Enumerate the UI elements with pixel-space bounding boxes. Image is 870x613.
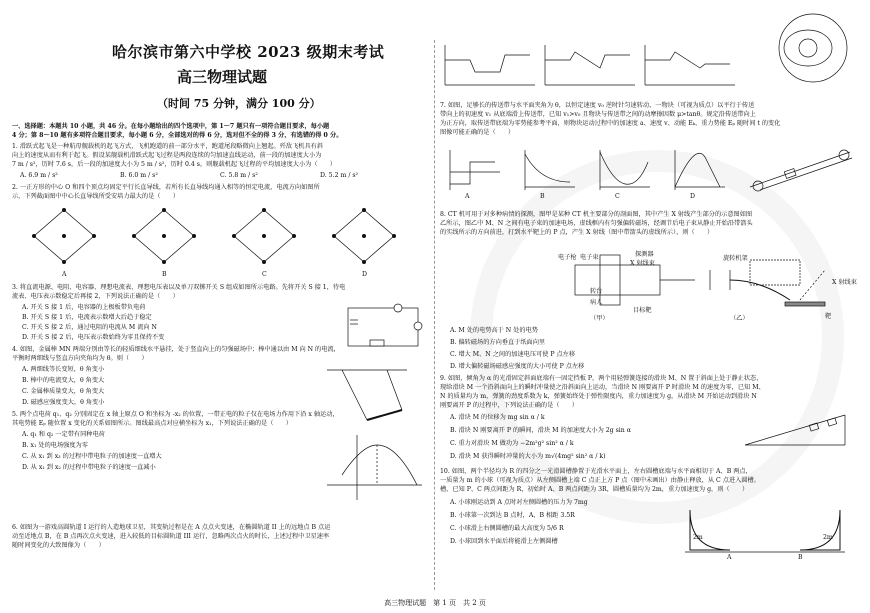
q10-option-c: C. 小球滑上右侧圆槽的最大高度为 5/6 R: [450, 525, 564, 532]
q3-circuit: [340, 300, 428, 352]
q3-option-b: B. 开关 S 接 1 后，电流表示数增大后趋于稳定: [22, 314, 152, 321]
q7-label-d: D: [690, 193, 695, 200]
q8-label-gantry: 旋转机架: [723, 255, 748, 262]
q8-option-c: C. 增大 M、N 之间的加速电压可使 P 点左移: [450, 351, 576, 358]
q9-line: 刚要离开 P 的过程中，下列说法正确的是（ ）: [440, 402, 579, 409]
right-column: [440, 0, 862, 595]
q10-point-a: A: [727, 554, 732, 561]
q8-line: 的实线所示的方向前进，打到水平靶上的 P 点，产生 X 射线（图中带箭头的虚线所示），则（ ）: [440, 229, 714, 236]
q5-line: 其电势能 Eₚ 随位置 x 变化的关系如图所示。图线最高点对应横坐标为 x₁，下列说法正确的是（ ）: [12, 420, 292, 427]
q10-line: 一质量为 m 的小球（可视为质点）从左侧圆槽上端 C 点正上方 P 点（图中未画出）由静止释放，从 C 点进入圆槽。: [440, 477, 760, 484]
q10-line: 10. 如图，两个半径均为 R 的四分之一光滑圆槽静置于光滑水平面上，左右圆槽底端与水平面相切于 A、B 两点，: [440, 468, 752, 475]
q7-answer-graphs: [440, 142, 860, 197]
q2-label-d: D: [362, 271, 367, 278]
q9-line: 9. 如图，倾角为 α 的光滑固定斜面底端有一固定挡板 P，两个用轻弹簧连接的滑块 M、N 置于斜面上处于静止状态，: [440, 375, 763, 382]
q7-line: 7. 如图，足够长的传送带与水平面夹角为 θ，以恒定速度 v₀ 逆时针匀速转动，一物块（可视为质点）以平行于传送: [440, 102, 755, 109]
q8-ct-figure: [560, 240, 860, 320]
q4-option-c: C. 金属棒质量变大，θ 角变大: [22, 388, 105, 395]
q10-point-b: B: [798, 554, 803, 561]
q3-line: 流表、电压表示数稳定后再接 2，下列说法正确的是（ ）: [12, 293, 179, 300]
q1-option-c: C. 5.8 m / s²: [220, 172, 258, 179]
q10-option-d: D. 小球回到水平面后将能滑上左侧圆槽: [450, 538, 558, 545]
q1-option-a: A. 6.9 m / s²: [20, 172, 58, 179]
subject-title: 高三物理试题: [177, 68, 268, 86]
q9-option-d: D. 滑块 M 获得瞬时冲量的大小为 m√(4mg² sin² α / k): [450, 453, 606, 460]
q10-mass-left: 2m: [693, 534, 703, 541]
q6-line: 随时间变化的大致图像为（ ）: [12, 542, 105, 549]
left-column: [12, 0, 430, 595]
q10-mass-right: 2m: [823, 534, 833, 541]
q9-line: N 的质量均为 m，弹簧的劲度系数为 k，弹簧始终处于弹性限度内，重力加速度为 g，从滑块 M 开始运动到滑块 N: [440, 393, 757, 400]
q5-option-d: D. 从 x₁ 到 x₂ 的过程中带电粒子的速度一直减小: [22, 464, 156, 471]
q2-label-a: A: [62, 271, 67, 278]
q3-option-a: A. 开关 S 接 1 后，电容器的上极板带负电荷: [22, 304, 146, 311]
q6-line: 6. 如图为一游戏高圆轨道 I 运行的人造地球卫星，其变轨过程是在 A 点点火变速，在椭圆轨道 II 上的远地点 B 点运: [12, 524, 331, 531]
q2-figures: [12, 202, 430, 274]
page-footer: 高三物理试题 第 1 页 共 2 页: [384, 599, 486, 607]
q8-label-fig-jia: （甲）: [590, 315, 609, 322]
school-title: 哈尔滨市第六中学校 2023 级期末考试: [112, 43, 385, 61]
q5-option-c: C. 从 x₁ 到 x₃ 的过程中带电粒子的加速度一直增大: [22, 453, 162, 460]
q9-line: 现给滑块 M 一个沿斜面向上的瞬时冲量使之沿斜面向上运动，当滑块 N 刚要离开 P 时滑块 M 的速度为零，已知 M、: [440, 384, 765, 391]
q6-answer-graphs: [440, 40, 740, 95]
q9-option-a: A. 滑块 M 的位移为 mg sin α / k: [450, 414, 545, 421]
q3-line: 3. 将直流电源、电阻、电容器、理想电流表、理想电压表以及单刀双掷开关 S 组成如图所示电路。先将开关 S 接 1，待电: [12, 284, 346, 291]
q8-label-xray-2: X 射线束: [832, 279, 857, 286]
q4-figure: [322, 365, 422, 435]
q1-line: 1. 滑跃式起飞是一种航母舰载机的起飞方式，飞机跑道的前一部分水平，跑道尾段略微向上翘起。歼敌飞机具有斜: [12, 143, 324, 150]
q9-incline-figure: [740, 410, 850, 450]
q8-label-target: 靶: [825, 313, 832, 320]
q2-label-c: C: [262, 271, 267, 278]
q8-label-turntable: 转台: [590, 288, 603, 295]
q10-line: 槽，已知 P、C 两点间距为 R，初始时 A、B 两点间距为 3R，圆槽质量均为 2m，重力加速度为 g，则（ ）: [440, 486, 749, 493]
section-heading: 一、选择题：本题共 10 小题，共 46 分。在每小题给出的四个选项中，第 1～7 题只有一项符合题目要求，每小题: [12, 123, 330, 130]
q7-label-a: A: [465, 193, 470, 200]
q8-label-target-ring: 目标靶: [633, 307, 652, 314]
q8-label-detector: 探测器: [635, 251, 654, 258]
q5-option-b: B. x₁ 处的电场强度为零: [22, 442, 88, 449]
q4-line: 平衡时两细线与竖直方向夹角均为 θ。则（ ）: [12, 355, 148, 362]
q8-label-beam: 电子束: [580, 254, 599, 261]
q6-orbit-figure: [768, 8, 858, 88]
column-divider: [434, 40, 435, 590]
q10-option-a: A. 小球刚运动到 A 点时对左侧圆槽的压力为 7mg: [450, 499, 588, 506]
q1-option-d: D. 5.2 m / s²: [320, 172, 359, 179]
q4-option-d: D. 磁感应强度变大，θ 角变小: [22, 399, 105, 406]
q8-option-d: D. 增大偏转磁场磁感应强度的大小可使 P 点左移: [450, 363, 585, 370]
q4-option-a: A. 两细线等长变短，θ 角变小: [22, 366, 105, 373]
q7-line: 带向上的初速度 v₁ 从底端滑上传送带，已知 v₁>v₀ 且物块与传送带之间的动摩擦因数 μ>tanθ。规定沿传送带向上: [440, 111, 756, 118]
q8-option-b: B. 偏转磁场的方向垂直于纸面向里: [450, 339, 546, 346]
q9-option-b: B. 滑块 N 刚要离开 P 的瞬间，滑块 M 的加速度大小为 2g sin α: [450, 427, 631, 434]
q8-line: 8. CT 机可用于对多种病情的探测，图甲是某种 CT 机主要部分的剖面图，其中产生 X 射线产生部分的示意图如图: [440, 211, 753, 218]
q5-option-a: A. q₁ 和 q₂ 一定带有同种电荷: [22, 431, 105, 438]
q4-line: 4. 如图，金属棒 MN 两端分别由等长的轻质细线水平悬挂，处于竖直向上的匀强磁场中；棒中通以由 M 向 N 的电流，: [12, 346, 340, 353]
q3-option-d: D. 开关 S 接 2 后，电压表示数始终为零且保持不变: [22, 334, 165, 341]
q8-label-patient: 病人: [590, 299, 603, 306]
q7-line: 为正方向，取传送带底端为零势能参考平面，则物块运动过程中的加速度 a、速度 v、动能 Eₖ、重力势能 Eₚ 随时间 t 的变化: [440, 120, 781, 127]
q8-line: 乙所示，图乙中 M、N 之间有电子束的加速电场，虚线框内有匀强偏转磁场，经调节后电子束从静止开始沿带箭头: [440, 220, 753, 227]
q5-graph: [322, 430, 427, 510]
q1-option-b: B. 6.0 m / s²: [120, 172, 158, 179]
q8-label-gun: 电子枪: [558, 254, 577, 261]
q7-label-b: B: [540, 193, 545, 200]
q9-option-c: C. 重力对滑块 M 做功为 −2m²g² sin² α / k: [450, 440, 574, 447]
q7-line: 图像可能正确的是（ ）: [440, 129, 515, 136]
q7-label-c: C: [615, 193, 620, 200]
q2-label-b: B: [162, 271, 167, 278]
q6-line: 动至近地点 B，在 B 点再次点火变速，进入较低的目标圆轨道 III 运行，忽略两次点火的时长，上述过程中卫星速率: [12, 533, 330, 540]
q10-option-b: B. 小球第一次到达 B 点时，A、B 相距 3.5R: [450, 512, 575, 519]
q8-label-xray: X 射线束: [630, 260, 655, 267]
section-heading-2: 4 分；第 8～10 题有多项符合题目要求，每小题 6 分，全部选对的得 6 分，选对但不全的得 3 分，有选错的得 0 分。: [12, 132, 343, 139]
q4-option-b: B. 棒中的电流变大，θ 角变大: [22, 377, 105, 384]
q8-label-fig-yi: （乙）: [730, 315, 749, 322]
q1-line: 向上的速度从而有利于起飞。假设某舰载机滑跃式起飞过程是两段连续的匀加速直线运动，前一段的加速度大小为: [12, 152, 322, 159]
q2-line: 示，下列截面图中中心长直导线所受安培力最大的是（ ）: [12, 193, 180, 200]
q1-line: 7 m / s²，历时 7.6 s，后一段的加速度大小为 5 m / s²，历时 0.4 s，则舰载机起飞过程的平均加速度大小为（ ）: [12, 161, 337, 168]
q8-option-a: A. M 处的电势高于 N 处的电势: [450, 327, 538, 334]
q5-line: 5. 两个点电荷 q₁、q₂ 分别固定在 x 轴上原点 O 和坐标为 -x₂ 的位置，一带正电的粒子仅在电场力作用下沿 x 轴运动，: [12, 411, 339, 418]
q2-line: 2. 一正方形的中心 O 和四个顶点均固定平行长直导线，若所有长直导线均通入相等的恒定电流，电流方向如图所: [12, 184, 320, 191]
q10-grooves-figure: [680, 500, 850, 560]
time-info: （时间 75 分钟，满分 100 分）: [157, 97, 321, 110]
q3-option-c: C. 开关 S 接 2 后，通过电阻的电流从 M 流向 N: [22, 324, 157, 331]
